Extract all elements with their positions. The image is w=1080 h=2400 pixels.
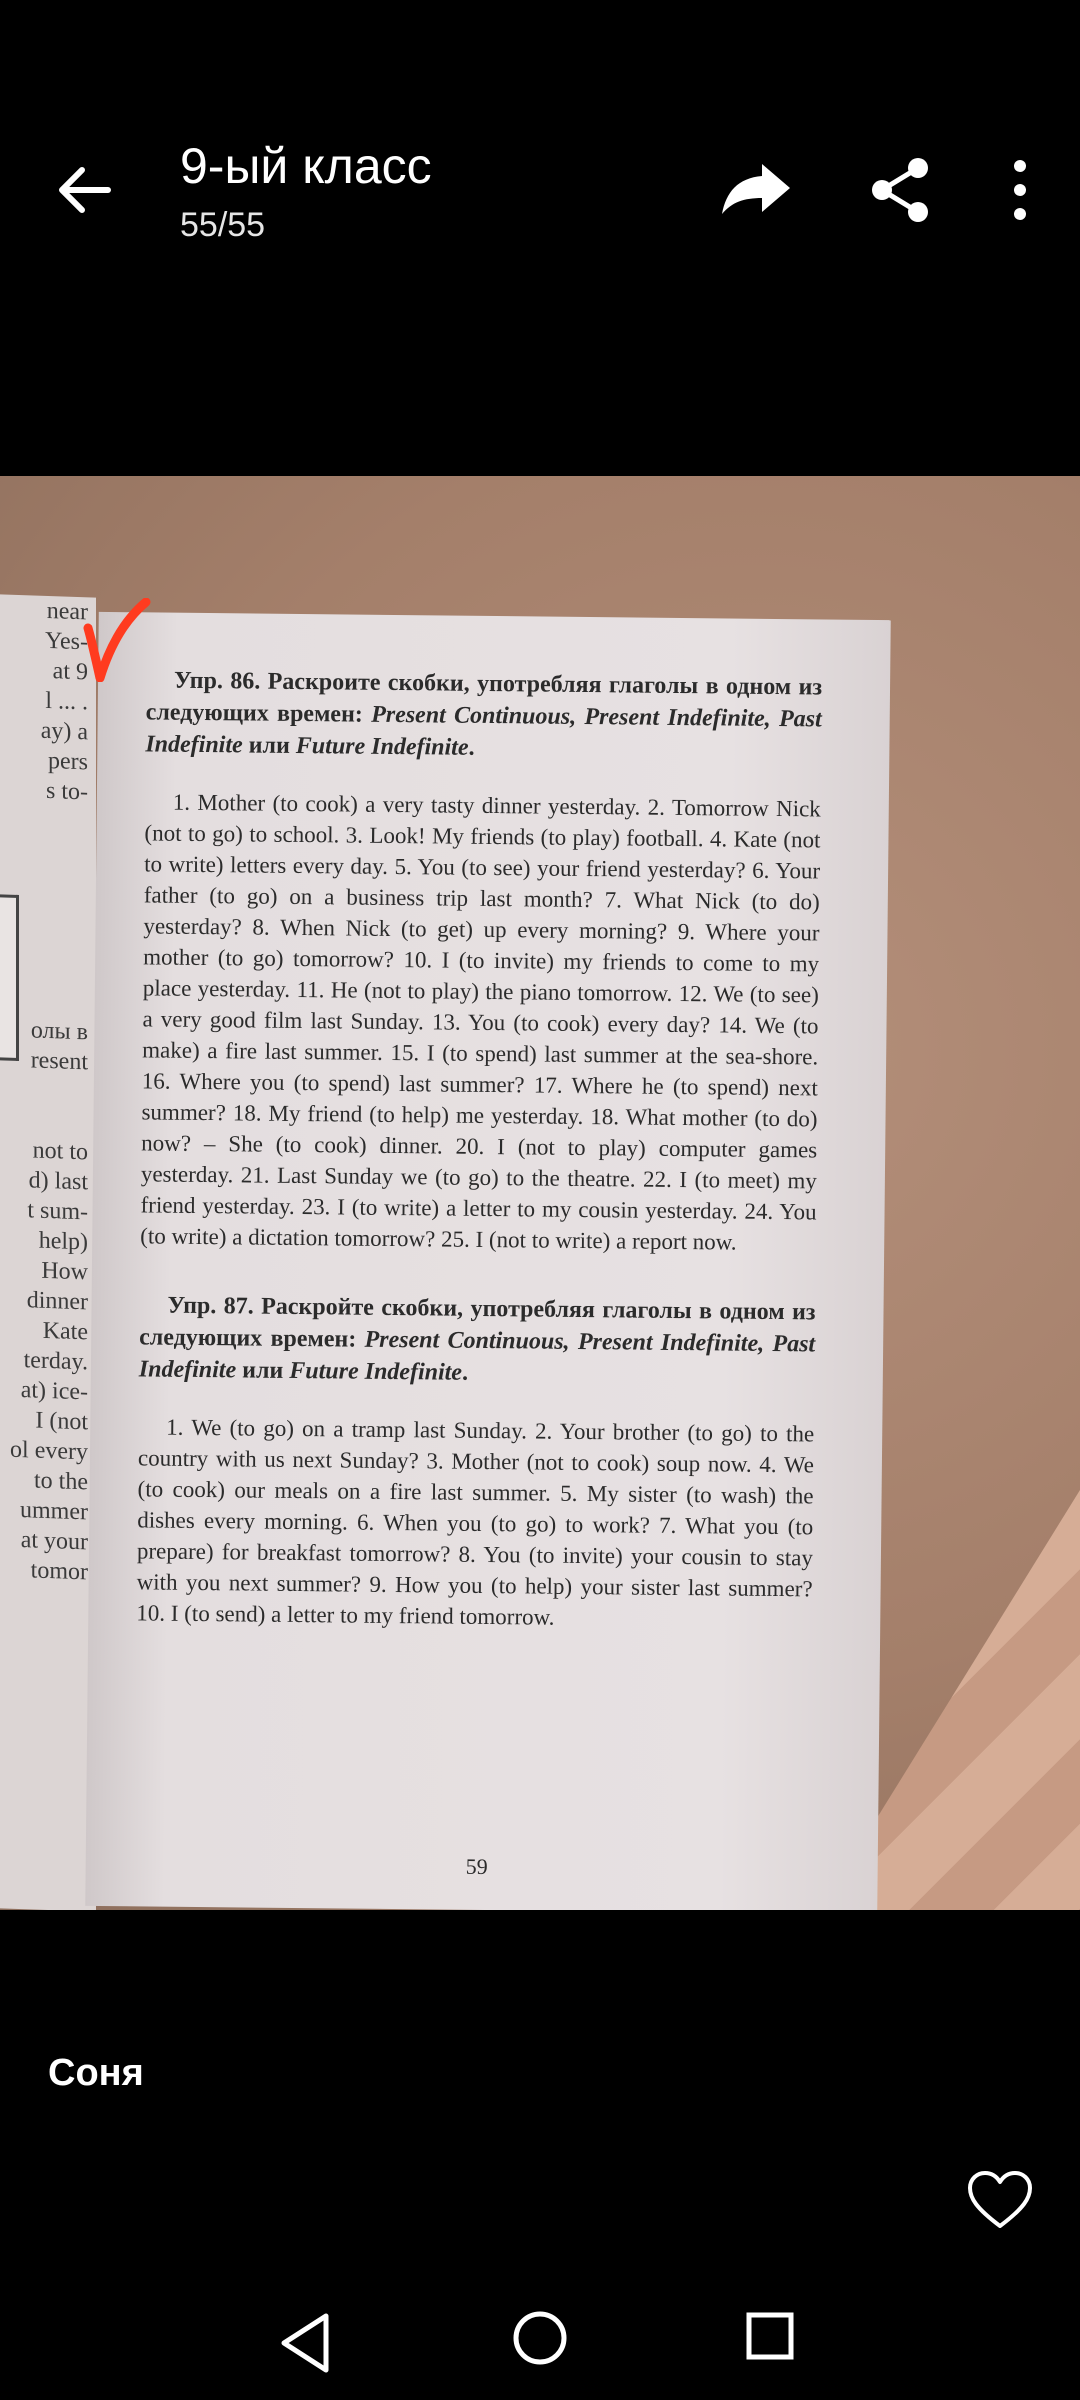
exercise-87-header: Упр. 87. Раскройте скобки, употребляя глаголы в одном из следующих времен: Present Continuous, Present Indefinite, Past Indefinite или Future Indefinite. [138, 1292, 816, 1386]
left-page-fragment: Kate [42, 1317, 88, 1346]
nav-home-button[interactable] [512, 2310, 568, 2366]
left-page-fragment: How [41, 1257, 88, 1286]
more-vertical-icon [1000, 156, 1040, 224]
image-counter: 55/55 [180, 206, 266, 244]
nav-recents-button[interactable] [746, 2312, 794, 2360]
exercise-87-text: 1. We (to go) on a tramp last Sunday. 2. Your brother (to go) to the country with us next Sunday? 3. Mother (not to cook) soup now. 4. We (to cook) our meals on a fire last summer. 5. My sister (to wash) the dishes every morning. 6. When you (to go) to work? 7. What you (to prepare) for breakfast tomorrow? 8. You (to invite) your cousin to stay with you next summer? 9. How you (to help) your sister last summer? 10. I (to send) a letter to my friend tomorrow. [136, 1414, 815, 1630]
share-icon [868, 156, 932, 224]
arrow-left-icon [52, 158, 116, 222]
left-page-fragment: dinner [26, 1287, 88, 1316]
more-options-button[interactable] [1000, 156, 1040, 224]
left-page-fragment: at) ice- [20, 1377, 88, 1406]
left-page-fragment: help) [38, 1227, 88, 1256]
top-bar [0, 0, 1080, 380]
left-page-fragment: d) last [28, 1167, 88, 1196]
system-nav-bar [0, 2280, 1080, 2400]
exercise-86-text: 1. Mother (to cook) a very tasty dinner yesterday. 2. Tomorrow Nick (not to go) to school. 3. Look! My friends (to play) football. 4. Kate (not to write) letters every day. 5. You (to see) your friend yesterday? 6. Your father (to go) on a business trip last month? 7. What Nick (to do) yesterday? 8. When Nick (to get) up every morning? 9. Where your mother (to go) tomorrow? 10. I (to invite) my friends to come to my place yesterday. 11. He (not to play) the piano tomorrow. 12. We (to see) a very good film last Sunday. 13. You (to cook) every day? 14. We (to make) a fire last summer. 15. I (to spend) last summer at the sea-shore. 16. Where you (to spend) last summer? 17. Where he (to spend) next summer? 18. My friend (to help) me yesterday. 18. What mother (to do) now? – She (to cook) dinner. 20. I (not to play) computer games yesterday. 21. Last Sunday we (to go) to the theatre. 22. I (to meet) my friend yesterday. 23. I (to write) a letter to my cousin yesterday. 24. You (to write) a dictation tomorrow? 25. I (not to write) a report now. [140, 789, 821, 1255]
heart-icon [966, 2170, 1034, 2230]
forward-button[interactable] [720, 158, 792, 218]
sender-name: Соня [48, 2052, 144, 2094]
left-page-fragment [0, 834, 88, 867]
left-page-fragment: ay) a [40, 717, 88, 746]
photo-viewer[interactable] [0, 476, 1080, 1910]
forward-arrow-icon [720, 158, 792, 218]
left-page-fragment: not to [32, 1137, 88, 1166]
left-page-box [0, 894, 19, 1061]
left-page-fragment: s to- [46, 777, 88, 806]
left-page [0, 594, 96, 1910]
left-page-text [0, 594, 88, 1587]
share-button[interactable] [868, 156, 932, 224]
left-page-fragment: tomor [30, 1557, 88, 1586]
left-page-fragment: terday. [23, 1347, 88, 1376]
left-page-fragment: Yes- [45, 627, 88, 656]
left-page-fragment: near [46, 597, 88, 626]
nav-back-icon [276, 2312, 336, 2374]
left-page-fragment: олы в [30, 1017, 88, 1046]
nav-back-button[interactable] [276, 2312, 336, 2374]
left-page-fragment: I (not [35, 1407, 88, 1436]
exercise-86-header: Упр. 86. Раскроите скобки, употребляя глаголы в одном из следующих времен: Present Continuous, Present Indefinite, Past Indefinite или Future Indefinite. [145, 667, 823, 761]
page-content [136, 664, 822, 1673]
left-page-fragment: at 9 [52, 658, 88, 686]
left-page-fragment: l ... . [45, 687, 88, 716]
left-page-fragment [0, 1074, 88, 1107]
left-page-fragment: to the [34, 1467, 88, 1496]
left-page-fragment [0, 864, 88, 897]
left-page-fragment: ummer [20, 1497, 88, 1526]
left-page-fragment: resent [30, 1047, 88, 1076]
album-title: 9-ый класс [180, 138, 432, 194]
left-page-fragment: ol every [10, 1436, 88, 1466]
nav-recents-icon [746, 2312, 794, 2360]
back-button[interactable] [52, 158, 116, 222]
book-page [85, 612, 891, 1910]
left-page-fragment: at your [20, 1527, 88, 1556]
left-page-fragment [0, 804, 88, 837]
nav-home-icon [512, 2310, 568, 2366]
checkmark-icon [82, 598, 152, 682]
left-page-fragment [0, 1104, 88, 1137]
left-page-fragment: pers [48, 748, 88, 776]
like-button[interactable] [966, 2170, 1034, 2230]
left-page-fragment: t sum- [27, 1197, 88, 1226]
page-number: 59 [465, 1853, 488, 1880]
